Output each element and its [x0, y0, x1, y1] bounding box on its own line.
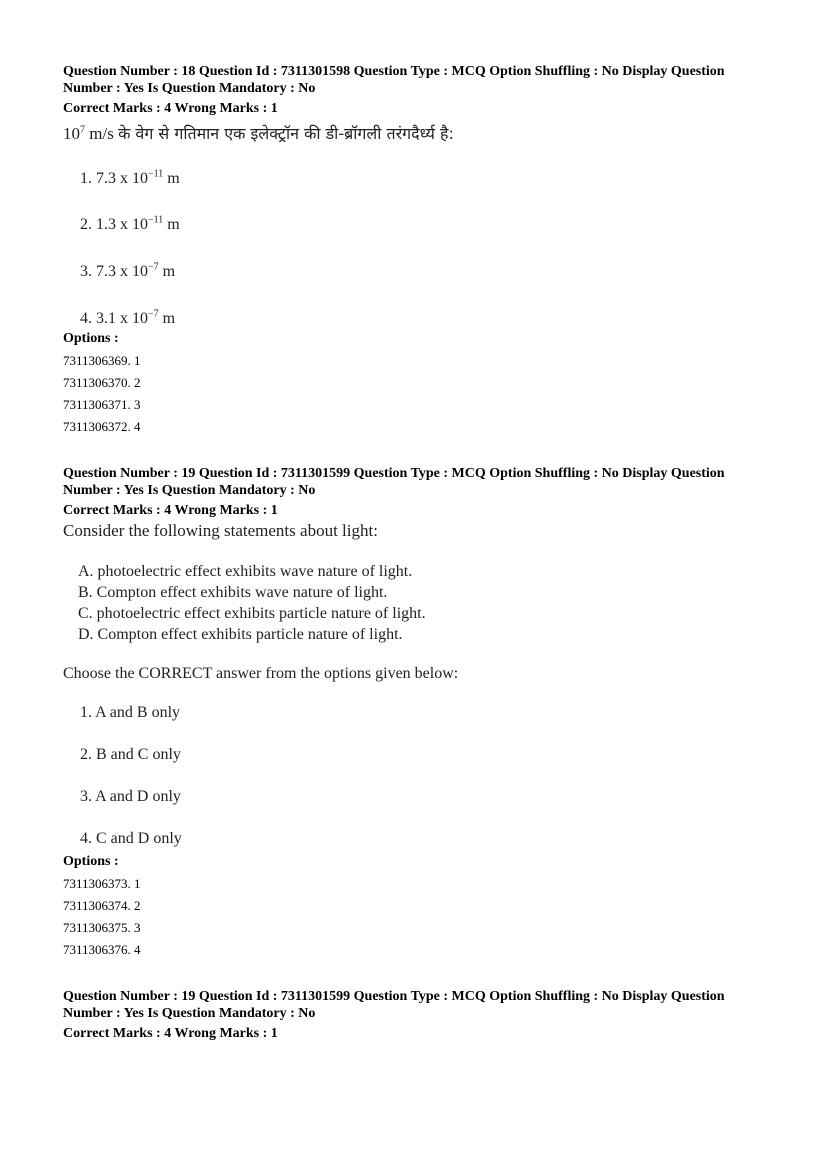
- q18-question-text: [63, 123, 763, 145]
- q19-options-label: Options :: [63, 854, 119, 869]
- q19-choice-2: 2. B and C only: [80, 746, 181, 763]
- q18-choice-1: [80, 170, 180, 188]
- q18-choice-4-exp: −7: [148, 308, 159, 320]
- q19-header: [63, 465, 763, 519]
- q19b-header-line1: Question Number : 19 Question Id : 7311301599 Question Type : MCQ Option Shuffling : No Display Question: [63, 989, 725, 1004]
- q19-choice-3: 3. A and D only: [80, 788, 181, 805]
- q18-choice-3-prefix: 3. 7.3 x 10: [80, 263, 148, 280]
- q19-header-line2: Number : Yes Is Question Mandatory : No: [63, 483, 316, 498]
- q19-marks: Correct Marks : 4 Wrong Marks : 1: [63, 503, 278, 518]
- q18-header: [63, 63, 763, 117]
- q19-choice-1: 1. A and B only: [80, 704, 181, 721]
- q18-choice-1-exp: −11: [148, 168, 164, 180]
- q18-choice-2-prefix: 2. 1.3 x 10: [80, 216, 148, 233]
- q18-header-line1: Question Number : 18 Question Id : 7311301598 Question Type : MCQ Option Shuffling : No Display Question: [63, 64, 725, 79]
- q18-choice-4-unit: m: [158, 310, 176, 327]
- q19b-header-line2: Number : Yes Is Question Mandatory : No: [63, 1006, 316, 1021]
- q18-choice-1-prefix: 1. 7.3 x 10: [80, 170, 148, 187]
- q19-option-id-1: 7311306373. 1: [63, 876, 141, 891]
- q18-choice-2-unit: m: [163, 216, 180, 233]
- q18-q-unit: m/s: [85, 124, 114, 143]
- q18-option-id-3: 7311306371. 3: [63, 397, 141, 412]
- q19-intro: Consider the following statements about light:: [63, 521, 378, 540]
- q19-option-id-2: 7311306374. 2: [63, 898, 141, 913]
- q19-option-id-3: 7311306375. 3: [63, 920, 141, 935]
- q19b-marks: Correct Marks : 4 Wrong Marks : 1: [63, 1026, 278, 1041]
- q18-choice-2: [80, 216, 180, 234]
- q19b-header: [63, 988, 763, 1042]
- q18-choice-3-unit: m: [158, 263, 176, 280]
- q18-options-label: Options :: [63, 331, 119, 346]
- q18-choice-4: [80, 310, 175, 328]
- q19-statement-d: D. Compton effect exhibits particle nature of light.: [78, 626, 403, 643]
- q18-q-hindi: के वेग से गतिमान एक इलेक्ट्रॉन की डी-ब्रॉगली तरंगदैर्ध्य है:: [118, 124, 454, 143]
- q18-choice-4-prefix: 4. 3.1 x 10: [80, 310, 148, 327]
- q18-option-id-4: 7311306372. 4: [63, 419, 141, 434]
- q18-q-base: 10: [63, 124, 80, 143]
- q18-header-line2: Number : Yes Is Question Mandatory : No: [63, 81, 316, 96]
- q19-choice-4: 4. C and D only: [80, 830, 182, 847]
- q18-choice-3-exp: −7: [148, 261, 159, 273]
- q18-q-exp: 7: [80, 124, 85, 136]
- q19-option-id-4: 7311306376. 4: [63, 942, 141, 957]
- q18-choice-2-exp: −11: [148, 214, 164, 226]
- q19-header-line1: Question Number : 19 Question Id : 7311301599 Question Type : MCQ Option Shuffling : No Display Question: [63, 466, 725, 481]
- q19-statement-b: B. Compton effect exhibits wave nature of light.: [78, 584, 388, 601]
- q18-marks: Correct Marks : 4 Wrong Marks : 1: [63, 101, 278, 116]
- q18-option-id-2: 7311306370. 2: [63, 375, 141, 390]
- q18-choice-1-unit: m: [163, 170, 180, 187]
- q19-statement-a: A. photoelectric effect exhibits wave nature of light.: [78, 563, 413, 580]
- q19-prompt: Choose the CORRECT answer from the options given below:: [63, 665, 459, 682]
- q18-choice-3: [80, 263, 175, 281]
- q19-statement-c: C. photoelectric effect exhibits particle nature of light.: [78, 605, 426, 622]
- q18-option-id-1: 7311306369. 1: [63, 353, 141, 368]
